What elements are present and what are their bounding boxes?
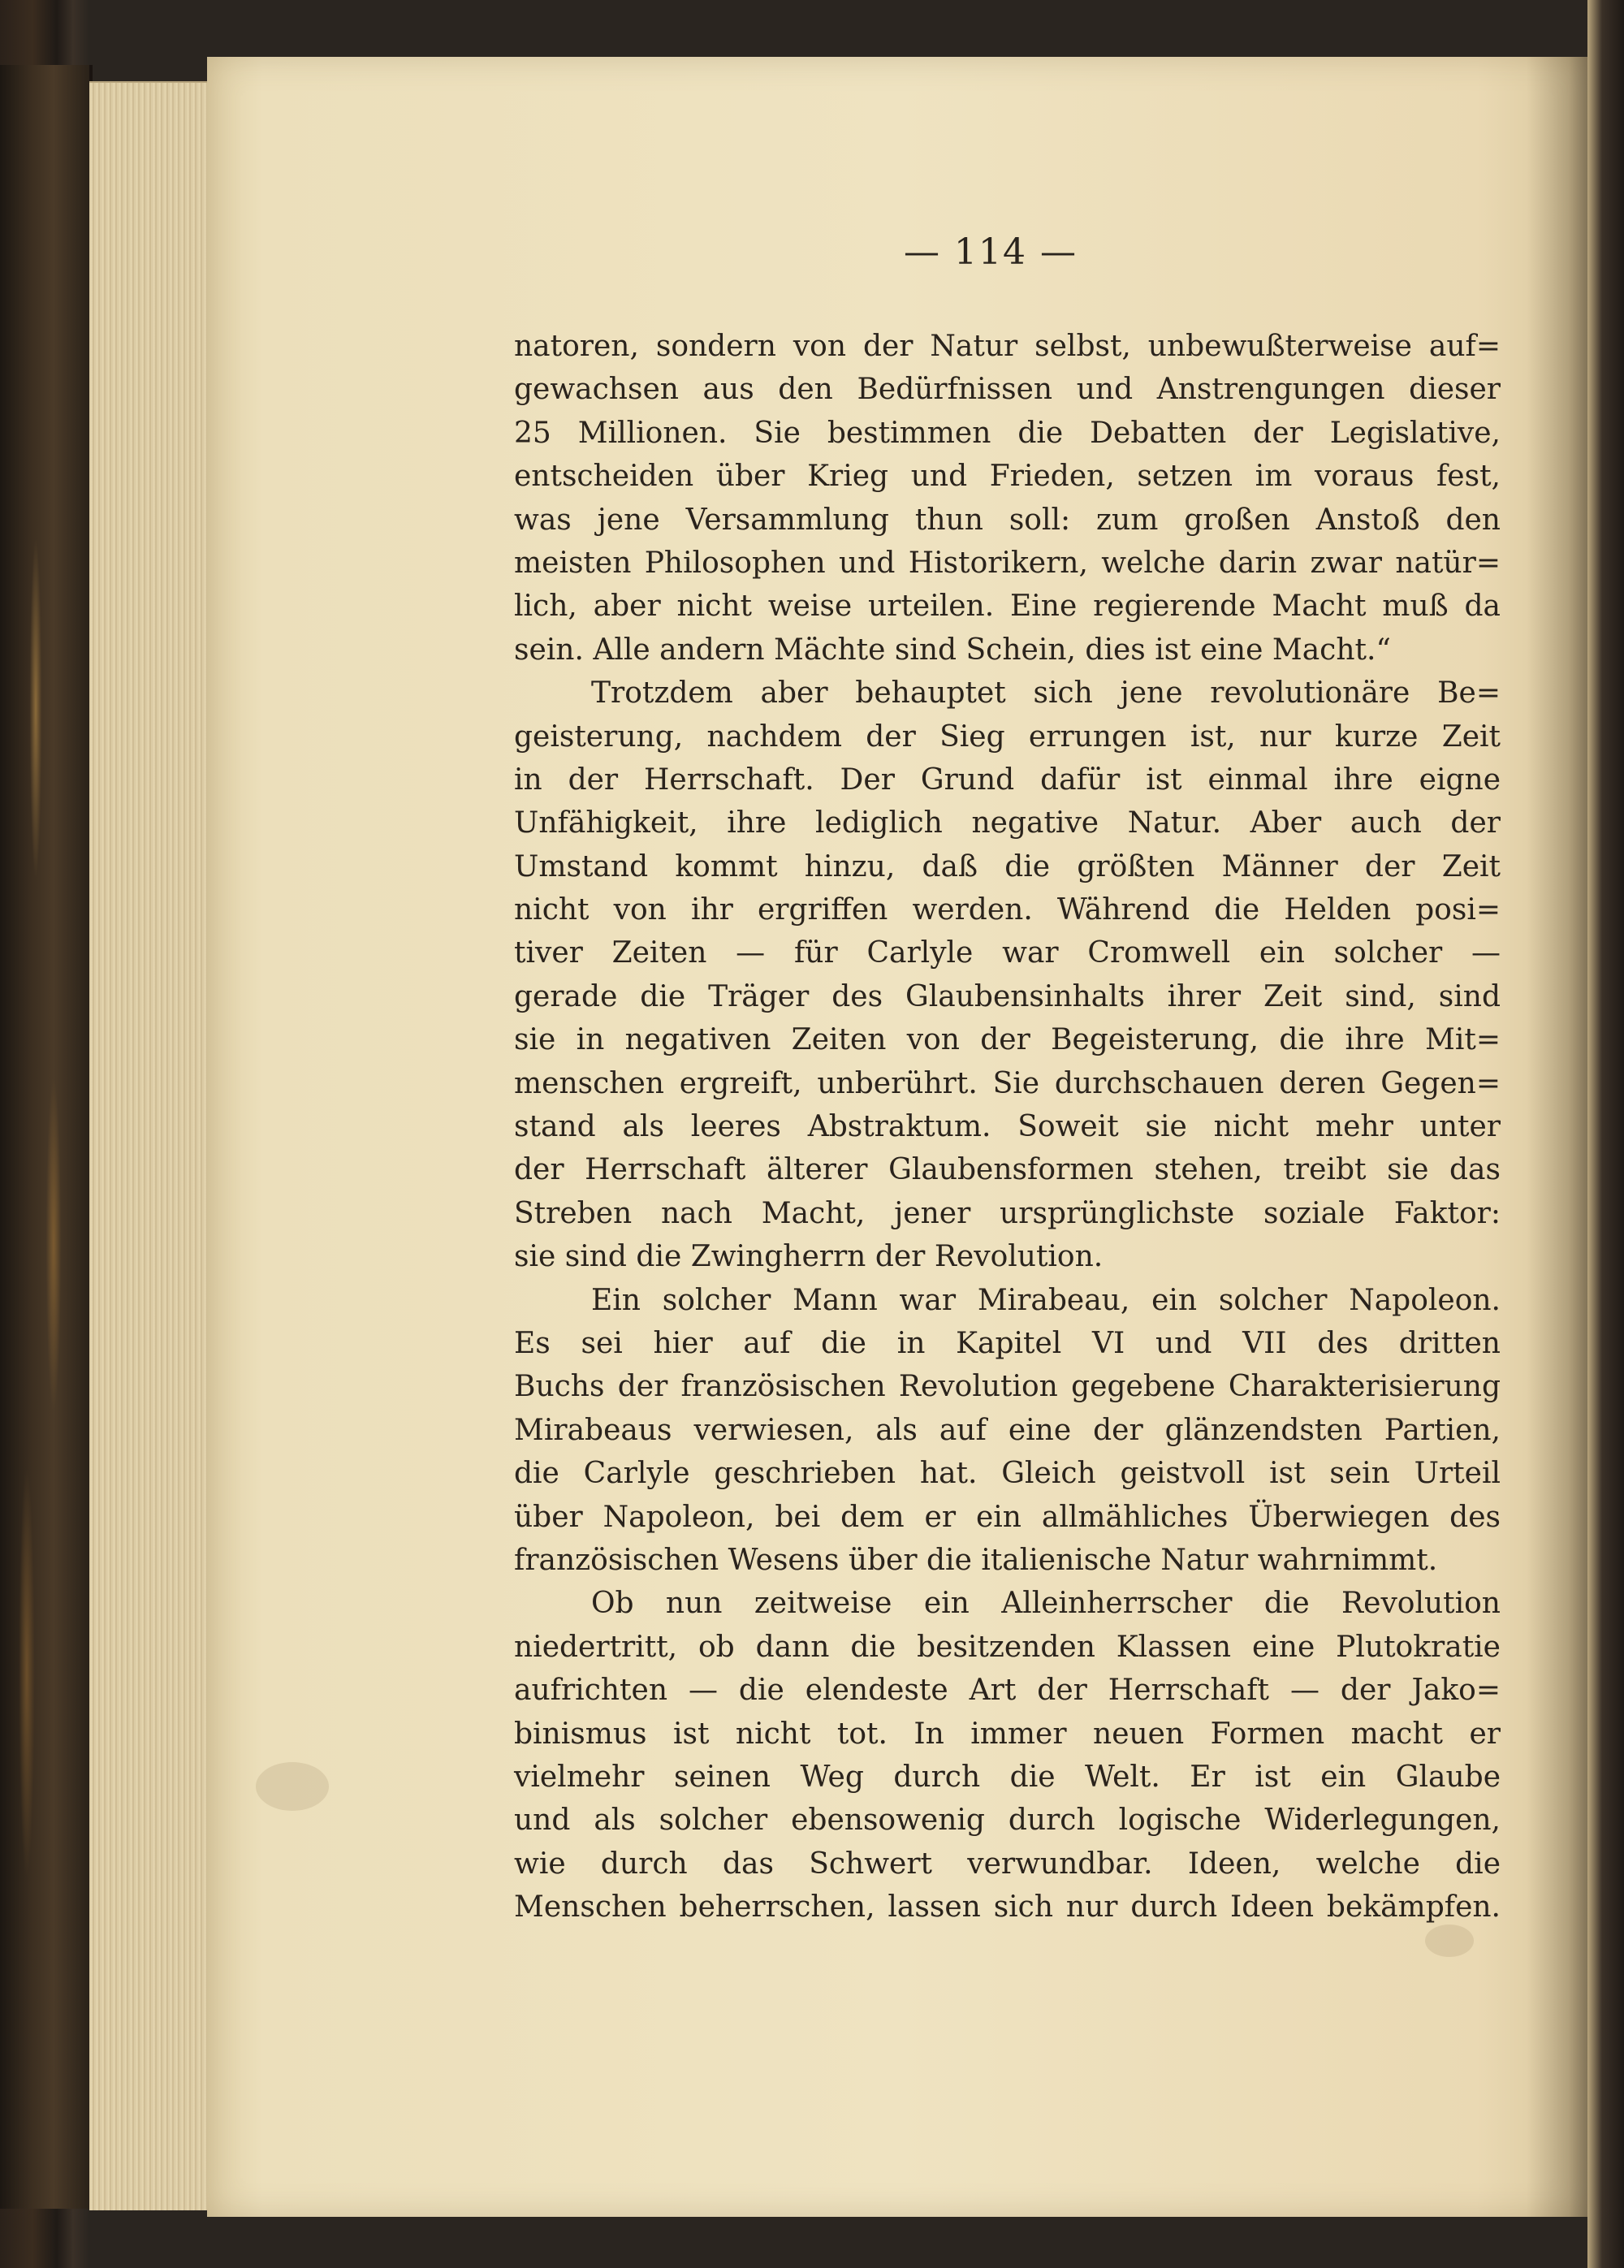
text-line: aufrichten — die elendeste Art der Herrschaft — der Jako= [514, 1674, 1501, 1708]
text-line: stand als leeres Abstraktum. Soweit sie nicht mehr unter [514, 1110, 1501, 1144]
text-line: die Carlyle geschrieben hat. Gleich geistvoll ist sein Urteil [514, 1457, 1501, 1491]
text-line: tiver Zeiten — für Carlyle war Cromwell ein solcher — [514, 936, 1501, 970]
text-line: vielmehr seinen Weg durch die Welt. Er ist ein Glaube [514, 1760, 1501, 1794]
text-line: französischen Wesens über die italienische Natur wahrnimmt. [514, 1543, 1438, 1577]
text-line: wie durch das Schwert verwundbar. Ideen, welche die [514, 1847, 1501, 1881]
text-line: Streben nach Macht, jener ursprünglichste soziale Faktor: [514, 1196, 1501, 1230]
text-line: menschen ergreift, unberührt. Sie durchschauen deren Gegen= [514, 1066, 1501, 1100]
text-line: natoren, sondern von der Natur selbst, unbewußterweise auf= [514, 330, 1501, 363]
text-line: nicht von ihr ergriffen werden. Während die Helden posi= [514, 893, 1501, 927]
text-line: gewachsen aus den Bedürfnissen und Anstrengungen dieser [514, 373, 1501, 407]
paper-stain [256, 1762, 329, 1811]
text-line: entscheiden über Krieg und Frieden, setzen im voraus fest, [514, 460, 1501, 494]
book-cover-edge [0, 65, 93, 2209]
text-line: Umstand kommt hinzu, daß die größten Männer der Zeit [514, 849, 1501, 883]
text-line: und als solcher ebensowenig durch logische Widerlegungen, [514, 1804, 1501, 1838]
text-line: Trotzdem aber behauptet sich jene revolutionäre Be= [591, 676, 1501, 711]
page-stack-edge [89, 81, 211, 2210]
text-line: Mirabeaus verwiesen, als auf eine der glänzendsten Partien, [514, 1413, 1501, 1447]
paper-stain [1425, 1925, 1474, 1957]
page-number: — 114 — [904, 231, 1078, 273]
gutter-shadow [1527, 57, 1587, 2217]
text-line: binismus ist nicht tot. In immer neuen Formen macht er [514, 1717, 1501, 1751]
text-line: gerade die Träger des Glaubensinhalts ihrer Zeit sind, sind [514, 979, 1501, 1013]
text-line: geisterung, nachdem der Sieg errungen ist, nur kurze Zeit [514, 719, 1501, 754]
text-line: Ob nun zeitweise ein Alleinherrscher die Revolution [591, 1587, 1501, 1621]
text-line: was jene Versammlung thun soll: zum großen Anstoß den [514, 503, 1501, 537]
text-line: 25 Millionen. Sie bestimmen die Debatten der Legislative, [514, 416, 1501, 450]
text-line: über Napoleon, bei dem er ein allmähliches Überwiegen des [514, 1500, 1501, 1534]
text-line: meisten Philosophen und Historikern, welche darin zwar natür= [514, 546, 1501, 580]
facing-page-edge [1587, 0, 1624, 2268]
text-line: sie sind die Zwingherrn der Revolution. [514, 1240, 1104, 1274]
text-line: sie in negativen Zeiten von der Begeisterung, die ihre Mit= [514, 1023, 1501, 1057]
text-line: Menschen beherrschen, lassen sich nur durch Ideen bekämpfen. [514, 1890, 1501, 1925]
text-line: der Herrschaft älterer Glaubensformen stehen, treibt sie das [514, 1153, 1501, 1187]
text-line: niedertritt, ob dann die besitzenden Klassen eine Plutokratie [514, 1630, 1501, 1664]
text-line: Unfähigkeit, ihre lediglich negative Natur. Aber auch der [514, 806, 1501, 840]
body-text [514, 325, 1501, 1929]
text-line: lich, aber nicht weise urteilen. Eine regierende Macht muß da [514, 590, 1501, 624]
text-line: sein. Alle andern Mächte sind Schein, dies ist eine Macht.“ [514, 633, 1391, 667]
text-line: Buchs der französischen Revolution gegebene Charakterisierung [514, 1370, 1501, 1404]
text-line: in der Herrschaft. Der Grund dafür ist einmal ihre eigne [514, 762, 1501, 797]
text-line: Es sei hier auf die in Kapitel VI und VII des dritten [514, 1326, 1501, 1360]
text-line: Ein solcher Mann war Mirabeau, ein solcher Napoleon. [591, 1283, 1501, 1317]
